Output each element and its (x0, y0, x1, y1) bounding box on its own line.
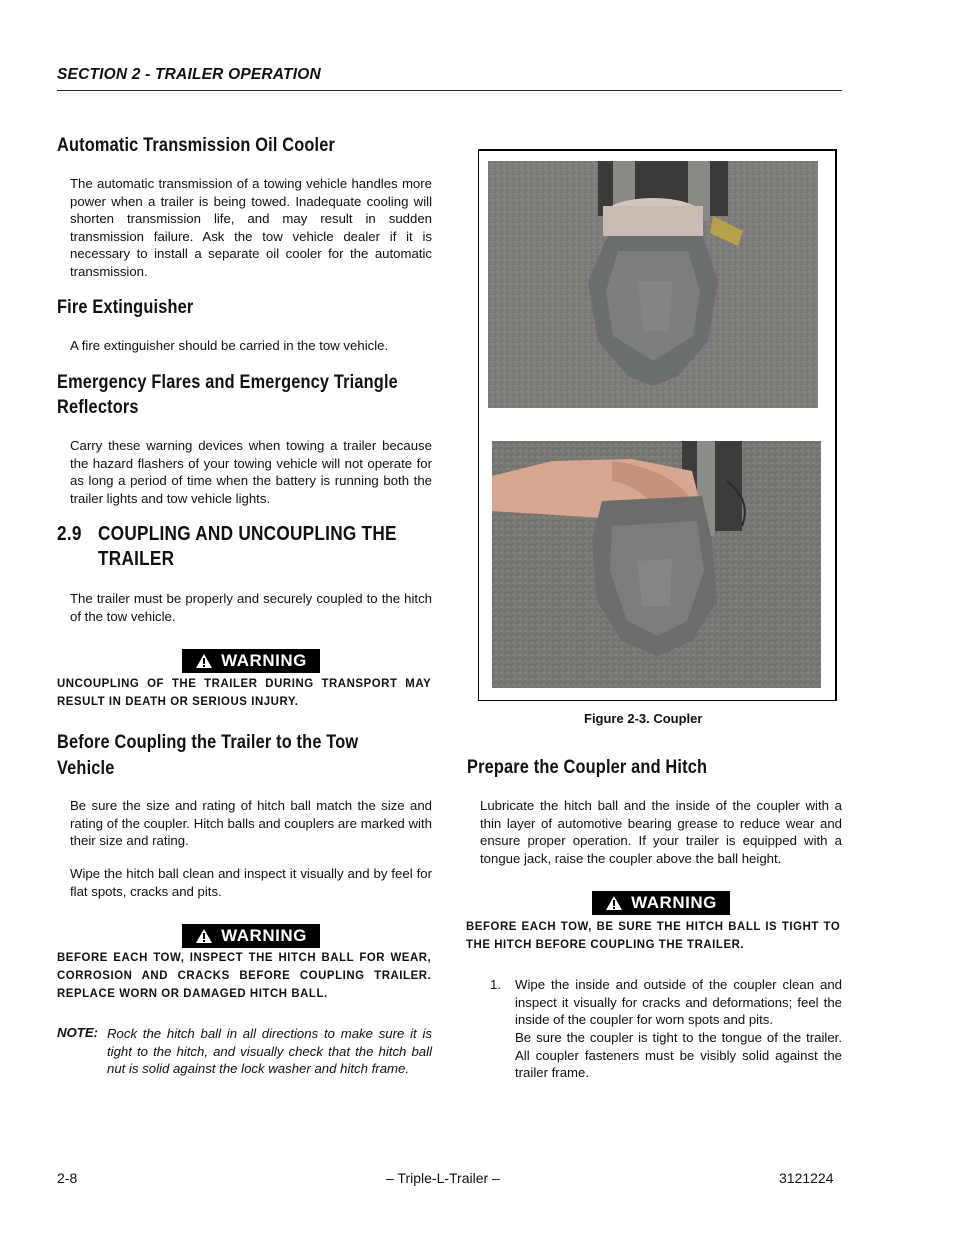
heading-prepare-coupler: Prepare the Coupler and Hitch (467, 757, 708, 778)
coupler-photo-bottom (492, 441, 821, 688)
warning-badge-2 (182, 924, 320, 948)
paragraph-coupling: The trailer must be properly and securely coupled to the hitch of the tow vehicle. (70, 591, 432, 624)
warning-triangle-icon (605, 895, 623, 911)
warning-label: WARNING (631, 893, 717, 912)
note-label: NOTE: (57, 1025, 99, 1040)
warning-triangle-icon (195, 928, 213, 944)
warning-badge-3 (592, 891, 730, 915)
paragraph-size-rating: Be sure the size and rating of hitch ball match the size and rating of the coupler. Hitch balls and couplers are marked with their size and rating. (70, 798, 432, 848)
warning-text-1: UNCOUPLING OF THE TRAILER DURING TRANSPORT MAY RESULT IN DEATH OR SERIOUS INJURY. (57, 676, 432, 708)
warning-text-3: BEFORE EACH TOW, BE SURE THE HITCH BALL IS TIGHT TO THE HITCH BEFORE COUPLING THE TRAILER. (466, 919, 841, 951)
section-header: SECTION 2 - TRAILER OPERATION (57, 66, 321, 83)
heading-before-coupling-line2: Vehicle (57, 758, 115, 779)
note-text: Rock the hitch ball in all directions to make sure it is tight to the hitch, and visually check that the hitch ball nut is solid against the lock washer and hitch frame. (107, 1026, 432, 1076)
paragraph-prepare-coupler: Lubricate the hitch ball and the inside of the coupler with a thin layer of automotive bearing grease to reduce wear and ensure proper operation. If your trailer is equipped with a tongue jack, raise the coupler above the ball height. (480, 798, 842, 866)
heading-oil-cooler: Automatic Transmission Oil Cooler (57, 135, 336, 156)
warning-badge-1 (182, 649, 320, 673)
heading-flares-line2: Reflectors (57, 397, 139, 418)
step-text: Wipe the inside and outside of the coupler clean and inspect it visually for cracks and deformations; feel the inside of the coupler for worn spots and pits. (515, 977, 842, 1027)
heading-flares-line1: Emergency Flares and Emergency Triangle (57, 372, 398, 393)
section-title-line1: COUPLING AND UNCOUPLING THE (98, 523, 397, 545)
header-rule (57, 90, 842, 91)
paragraph-flares: Carry these warning devices when towing a trailer because the hazard flashers of your towing vehicle will not operate for as long a period of time when the battery is running both the trailer lights and tow vehicle lights. (70, 438, 432, 506)
warning-triangle-icon (195, 653, 213, 669)
coupler-photo-top (488, 161, 818, 408)
paragraph-fire-extinguisher: A fire extinguisher should be carried in the tow vehicle. (70, 338, 389, 353)
warning-text-2: BEFORE EACH TOW, INSPECT THE HITCH BALL FOR WEAR, CORROSION AND CRACKS BEFORE COUPLING TRAILER. REPLACE WORN OR DAMAGED HITCH BALL. (57, 950, 432, 1000)
heading-fire-extinguisher: Fire Extinguisher (57, 297, 194, 318)
paragraph-oil-cooler: The automatic transmission of a towing vehicle handles more power when a trailer is being towed. Inadequate cooling will shorten transmission life, and may result in sudden transmission failure. Ask the tow vehicle dealer if it is necessary to install a separate oil cooler for the automatic transmission. (70, 176, 432, 279)
step-text-continued: Be sure the coupler is tight to the tongue of the trailer. All coupler fasteners must be visibly solid against the trailer frame. (515, 1030, 842, 1080)
heading-before-coupling-line1: Before Coupling the Trailer to the Tow (57, 732, 359, 753)
section-number: 2.9 (57, 523, 82, 545)
warning-label: WARNING (221, 651, 307, 670)
section-title-line2: TRAILER (98, 548, 175, 570)
warning-label: WARNING (221, 926, 307, 945)
figure-caption: Figure 2-3. Coupler (584, 711, 703, 726)
footer-title: – Triple-L-Trailer – (386, 1170, 500, 1186)
document-number: 3121224 (779, 1170, 834, 1186)
paragraph-wipe-ball: Wipe the hitch ball clean and inspect it visually and by feel for flat spots, cracks and pits. (70, 866, 432, 899)
page-number: 2-8 (57, 1170, 78, 1186)
step-number: 1. (490, 977, 501, 992)
